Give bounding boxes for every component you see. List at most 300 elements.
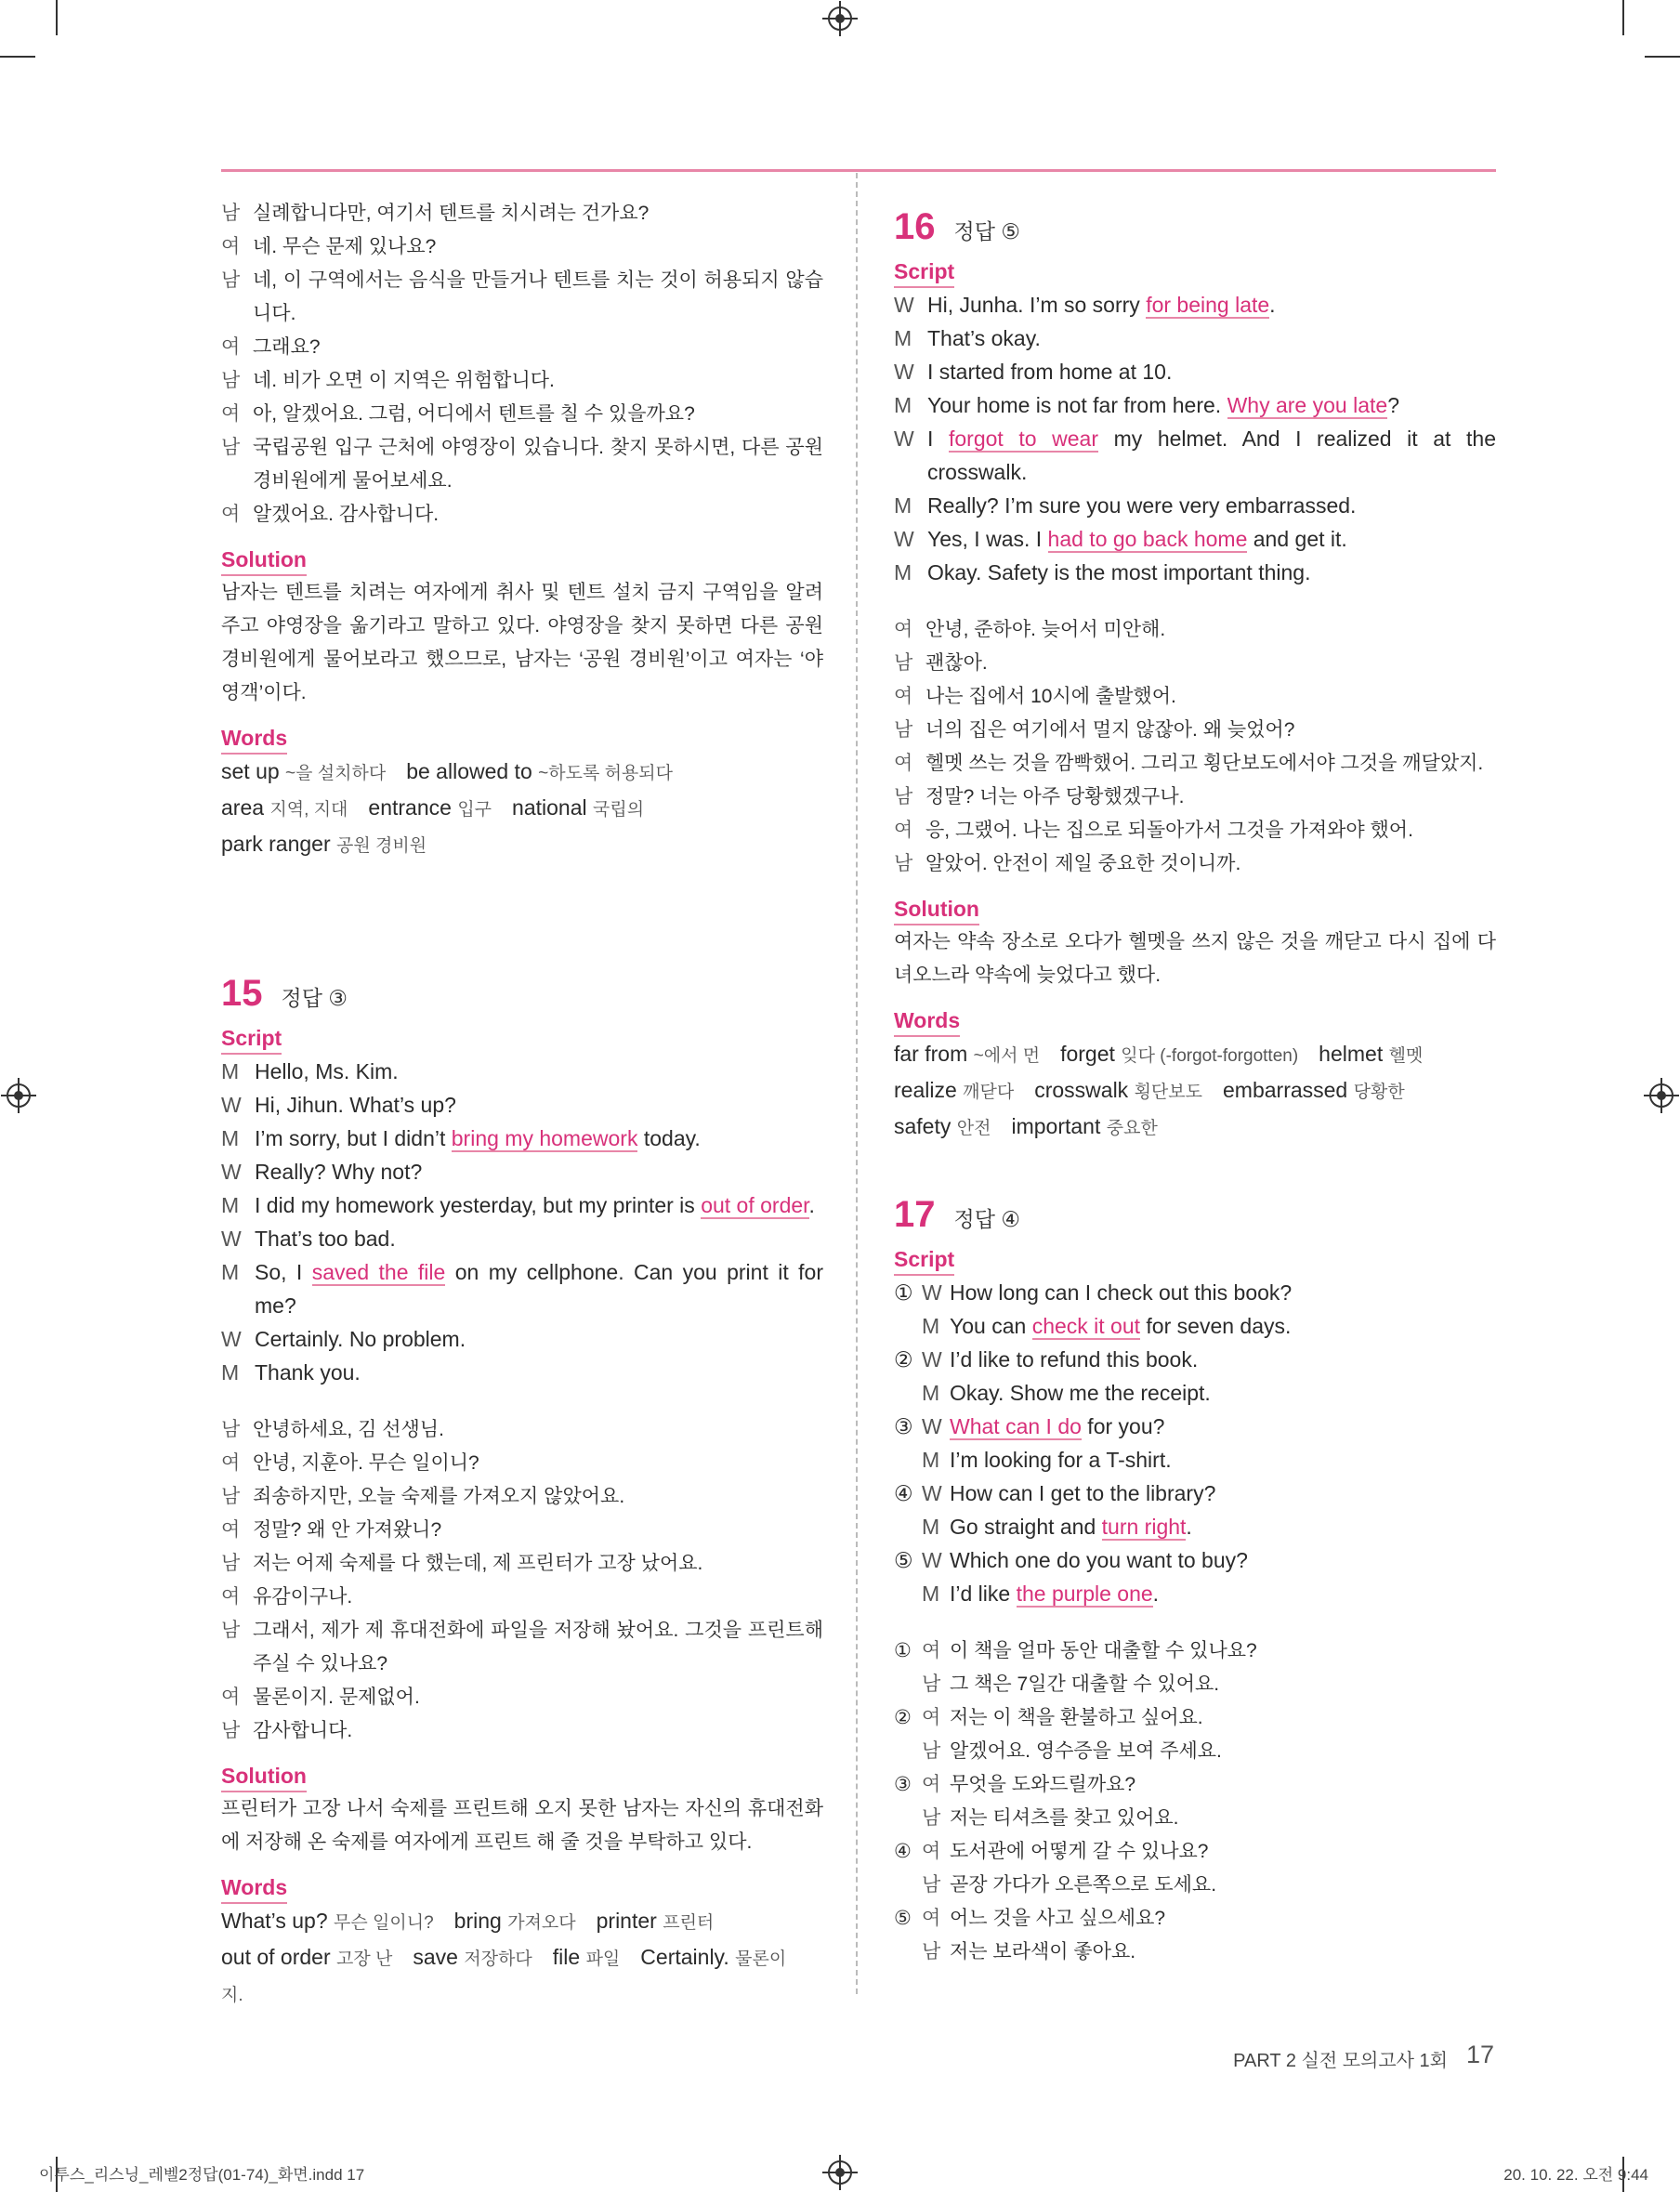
script-line-text [255,1188,823,1222]
highlighted-phrase: What can I do [950,1414,1082,1438]
script-text: I’d like to refund this book. [950,1347,1199,1372]
dialogue-line [221,1480,823,1514]
word-en: printer [596,1909,663,1933]
solution-text: 여자는 약속 장소로 오다가 헬멧을 쓰지 않은 것을 깨닫고 다시 집에 다녀오느라 약속에 늦었다고 했다. [894,931,1496,986]
dialogue-line [894,1634,1496,1668]
option-number [894,1376,922,1410]
script-text: Thank you. [255,1360,361,1385]
speaker-label: 여 [221,336,241,358]
dialogue-line [221,1681,823,1714]
script-line [894,556,1496,589]
script-text: my helmet. And I realized it at the crosswalk. [927,427,1496,484]
speaker-label: W [221,1093,242,1117]
speaker-label: M [922,1381,940,1405]
script-text: That’s too bad. [255,1227,396,1251]
dialogue-line [221,264,823,331]
words-row [221,755,823,791]
dialogue-text: 그래요? [253,336,321,358]
solution-label: Solution [221,1761,307,1792]
script-line [894,1410,1496,1443]
word-ko: ~하도록 허용되다 [538,764,673,783]
speaker-label: M [221,1126,240,1150]
highlighted-phrase: bring my homework [451,1126,638,1150]
speaker-label: 남 [894,853,913,874]
footer-file-name: 이투스_리스닝_레벨2정답(01-74)_화면.indd 17 [39,2166,365,2184]
option-number: ④ [894,1481,913,1505]
dialogue-line [894,1768,1496,1802]
speaker-label: 남 [894,786,913,807]
speaker-label: 남 [922,1941,941,1962]
speaker-label: 여 [922,1640,941,1661]
option-number: ② [894,1347,913,1372]
word-en: Certainly. [640,1945,736,1969]
word-en: file [552,1945,586,1969]
dialogue-line [221,1581,823,1614]
dialogue-line [221,364,823,398]
dialogue-text: 정말? 너는 아주 당황했겠구나. [925,786,1185,807]
word-en: What’s up? [221,1909,335,1933]
word-en: safety [894,1114,957,1138]
option-number: ③ [894,1774,912,1795]
crop-mark [56,0,58,35]
highlighted-phrase: check it out [1031,1314,1141,1338]
word-ko: 횡단보도 [1134,1083,1202,1102]
word-ko: 헬멧 [1388,1046,1424,1066]
dialogue-line [894,1802,1496,1835]
word-en: entrance [368,795,458,820]
script-text: I’m sorry, but I didn’t [255,1126,452,1150]
dialogue-text: 그 책은 7일간 대출할 수 있어요. [950,1674,1220,1695]
option-number [894,1577,922,1610]
right-column [894,201,1496,1969]
q16-script [894,288,1496,589]
dialogue-text: 네, 이 구역에서는 음식을 만들거나 텐트를 치는 것이 허용되지 않습니다. [253,269,823,324]
speaker-label: W [922,1481,942,1505]
script-line [221,1155,823,1188]
word-ko: 고장 난 [336,1949,393,1969]
script-text: Hi, Jihun. What’s up? [255,1093,456,1117]
dialogue-text: 감사합니다. [253,1720,353,1741]
dialogue-line [894,1701,1496,1735]
words-label: Words [894,1005,960,1037]
script-line-text [950,1343,1496,1376]
words-list [221,1904,823,2013]
dialogue-line [221,1614,823,1681]
script-line-text [255,1122,823,1155]
word-ko: 무슨 일이니? [334,1913,434,1933]
word-ko: 당황한 [1353,1083,1405,1102]
speaker-label: W [221,1227,242,1251]
dialogue-text: 곧장 가다가 오른쪽으로 도세요. [950,1874,1217,1896]
script-line [221,1088,823,1122]
word-en: bring [453,1909,508,1933]
speaker-label: 여 [221,403,241,425]
speaker-label: 여 [221,1452,241,1474]
script-line [894,1343,1496,1376]
words-row [221,827,823,863]
script-line-text [255,1222,823,1255]
script-text: Hi, Junha. I’m so sorry [927,293,1147,317]
script-line-text [255,1155,823,1188]
script-line [221,1055,823,1088]
dialogue-text: 아, 알겠어요. 그럼, 어디에서 텐트를 칠 수 있을까요? [253,403,695,425]
script-text: . [1152,1582,1160,1606]
script-line [894,355,1496,388]
dialogue-line [221,431,823,498]
script-line [894,489,1496,522]
speaker-label: 여 [894,686,913,707]
dialogue-line [221,1413,823,1447]
words-row [221,1940,823,2013]
dialogue-text: 죄송하지만, 오늘 숙제를 가져오지 않았어요. [253,1486,625,1507]
footer-date: 20. 10. 22. 오전 9:44 [1503,2166,1648,2184]
script-line-text [927,322,1496,355]
script-line-text [950,1276,1496,1309]
script-line-text [927,355,1496,388]
question-number: 15 [221,973,263,1014]
script-line [894,1477,1496,1510]
speaker-label: M [894,560,912,584]
dialogue-text: 물론이지. 문제없어. [253,1687,420,1708]
option-number [894,1309,922,1343]
script-line [894,1510,1496,1543]
script-line [894,322,1496,355]
answer-label: 정답 ③ [281,986,348,1010]
script-line [894,388,1496,422]
speaker-label: 남 [221,437,241,458]
dialogue-line [894,781,1496,814]
script-line-text [255,1356,823,1389]
speaker-label: 여 [894,820,913,841]
registration-mark-icon [7,1083,31,1108]
option-number [894,1668,922,1701]
option-number [894,1936,922,1969]
speaker-label: 여 [894,619,913,640]
script-line-text [950,1376,1496,1410]
script-text: . [1269,293,1276,317]
script-line [221,1188,823,1222]
question-17-header [894,1188,1496,1240]
dialogue-line [894,1668,1496,1701]
dialogue-line [894,1902,1496,1936]
option-number [894,1869,922,1902]
script-line [894,1543,1496,1577]
script-label: Script [221,1023,282,1055]
script-text: Okay. Show me the receipt. [950,1381,1211,1405]
script-line-text [927,489,1496,522]
script-text: for you? [1081,1414,1165,1438]
footer-part-label: PART 2 실전 모의고사 1회 [1233,2051,1448,2071]
dialogue-text: 안녕하세요, 김 선생님. [253,1419,444,1440]
speaker-label: 남 [922,1874,941,1896]
speaker-label: 여 [221,1586,241,1608]
script-line [894,1309,1496,1343]
speaker-label: 남 [221,1620,241,1641]
script-text: ? [1387,393,1399,417]
dialogue-text: 알았어. 안전이 제일 중요한 것이니까. [925,853,1241,874]
speaker-label: M [221,1059,240,1083]
speaker-label: W [922,1347,942,1372]
script-line-text [950,1477,1496,1510]
highlighted-phrase: forgot to wear [948,427,1098,451]
dialogue-text: 정말? 왜 안 가져왔니? [253,1519,442,1541]
dialogue-line [894,1835,1496,1869]
speaker-label: M [894,326,912,350]
q16-korean-dialogue [894,613,1496,881]
word-en: crosswalk [1034,1078,1135,1102]
script-text: Okay. Safety is the most important thing. [927,560,1311,584]
dialogue-text: 저는 이 책을 환불하고 싶어요. [950,1707,1203,1728]
word-ko: 잊다 (-forgot-forgotten) [1121,1046,1299,1066]
speaker-label: 여 [922,1908,941,1929]
dialogue-text: 안녕, 준하야. 늦어서 미안해. [925,619,1166,640]
word-en: area [221,795,270,820]
script-line-text [927,388,1496,422]
script-text: So, I [255,1260,312,1284]
script-line-text [927,556,1496,589]
word-ko: 프린터 [663,1913,715,1933]
dialogue-line [221,230,823,264]
highlighted-phrase: turn right [1101,1515,1187,1539]
speaker-label: W [894,527,914,551]
script-text: How long can I check out this book? [950,1280,1293,1305]
speaker-label: 남 [221,370,241,391]
words-label: Words [221,723,287,755]
answer-label: 정답 ⑤ [953,219,1020,243]
dialogue-line [894,647,1496,680]
speaker-label: 남 [922,1740,941,1762]
option-number: ① [894,1640,912,1661]
script-line-text [255,1322,823,1356]
word-ko: 안전 [956,1119,991,1138]
script-text: I started from home at 10. [927,360,1173,384]
script-line-text [950,1543,1496,1577]
script-line-text [255,1088,823,1122]
script-line [894,1577,1496,1610]
script-line-text [950,1443,1496,1477]
solution-label: Solution [894,894,979,925]
option-number: ⑤ [894,1908,912,1929]
question-15-header [221,967,823,1019]
word-en: important [1011,1114,1107,1138]
script-text: . [1186,1515,1192,1539]
speaker-label: W [922,1548,942,1572]
word-ko: 중요한 [1106,1119,1158,1138]
dialogue-line [894,613,1496,647]
dialogue-line [221,331,823,364]
speaker-label: W [894,360,914,384]
q14-korean-dialogue [221,197,823,532]
q17-script [894,1276,1496,1610]
word-en: be allowed to [406,759,539,783]
speaker-label: M [922,1582,940,1606]
speaker-label: 남 [221,203,241,224]
dialogue-text: 헬멧 쓰는 것을 깜빡했어. 그리고 횡단보도에서야 그것을 깨달았지. [925,753,1484,774]
word-en: far from [894,1042,974,1066]
word-en: embarrassed [1223,1078,1354,1102]
left-column [221,197,823,2013]
dialogue-line [221,398,823,431]
dialogue-text: 네. 무슨 문제 있나요? [253,236,437,257]
dialogue-line [894,1735,1496,1768]
word-en: park ranger [221,832,337,856]
dialogue-text: 실례합니다만, 여기서 텐트를 치시려는 건가요? [253,203,650,224]
crop-mark [0,56,35,58]
script-line [221,1122,823,1155]
answer-label: 정답 ④ [953,1207,1020,1231]
page-number: 17 [1465,2041,1494,2068]
option-number: ④ [894,1841,912,1862]
speaker-label: W [894,427,914,451]
script-text: today. [637,1126,701,1150]
q17-korean-dialogue [894,1634,1496,1969]
speaker-label: 여 [221,1687,241,1708]
dialogue-line [894,814,1496,847]
script-text: You can [950,1314,1032,1338]
word-ko: 저장하다 [464,1949,532,1969]
crop-mark [1622,0,1624,35]
speaker-label: 남 [894,719,913,741]
speaker-label: M [922,1314,940,1338]
option-number: ② [894,1707,912,1728]
speaker-label: 남 [922,1807,941,1829]
script-line-text [927,288,1496,322]
script-line [894,1443,1496,1477]
option-number [894,1510,922,1543]
dialogue-text: 어느 것을 사고 싶으세요? [950,1908,1166,1929]
option-number [894,1443,922,1477]
speaker-label: M [894,493,912,518]
script-text: How can I get to the library? [950,1481,1216,1505]
word-en: set up [221,759,286,783]
word-en: helmet [1319,1042,1389,1066]
script-line [894,1276,1496,1309]
word-ko: 파일 [585,1949,621,1969]
script-line-text [950,1510,1496,1543]
highlighted-phrase: had to go back home [1047,527,1248,551]
speaker-label: M [922,1515,940,1539]
script-line-text [950,1410,1496,1443]
words-list [221,755,823,863]
column-divider [856,173,858,1994]
question-number: 17 [894,1194,936,1235]
dialogue-text: 그래서, 제가 제 휴대전화에 파일을 저장해 놨어요. 그것을 프린트해 주실 수 있나요? [253,1620,823,1674]
speaker-label: 여 [922,1774,941,1795]
highlighted-phrase: out of order [701,1193,809,1217]
dialogue-line [894,680,1496,714]
solution-label: Solution [221,545,307,576]
script-text: That’s okay. [927,326,1041,350]
highlighted-phrase: Why are you late [1227,393,1388,417]
script-text: Really? I’m sure you were very embarrassed. [927,493,1357,518]
word-ko: ~에서 먼 [973,1046,1041,1066]
script-text: on my cellphone. Can you print it for me? [255,1260,823,1318]
speaker-label: 여 [221,236,241,257]
option-number [894,1735,922,1768]
dialogue-line [221,1447,823,1480]
dialogue-text: 너의 집은 여기에서 멀지 않잖아. 왜 늦었어? [925,719,1295,741]
dialogue-text: 국립공원 입구 근처에 야영장이 있습니다. 찾지 못하시면, 다른 공원 경비원에게 물어보세요. [253,437,823,492]
script-label: Script [894,256,954,288]
script-line [221,1356,823,1389]
option-number: ③ [894,1414,913,1438]
header-rule [221,169,1496,172]
speaker-label: 여 [894,753,913,774]
script-text: . [808,1193,815,1217]
words-row [894,1073,1496,1109]
dialogue-line [894,847,1496,881]
script-line-text [950,1309,1496,1343]
speaker-label: 여 [221,1519,241,1541]
word-ko: 깨닫다 [963,1083,1015,1102]
script-line-text [927,422,1496,489]
word-en: save [413,1945,465,1969]
question-number: 16 [894,206,936,247]
speaker-label: 남 [894,652,913,674]
word-en: out of order [221,1945,337,1969]
speaker-label: W [922,1280,942,1305]
script-line [894,422,1496,489]
highlighted-phrase: saved the file [311,1260,446,1284]
speaker-label: 여 [922,1841,941,1862]
script-text: Yes, I was. I [927,527,1048,551]
dialogue-line [894,747,1496,781]
dialogue-line [221,1547,823,1581]
registration-mark-icon [828,7,852,31]
dialogue-line [894,714,1496,747]
dialogue-text: 안녕, 지훈아. 무슨 일이니? [253,1452,479,1474]
dialogue-text: 유감이구나. [253,1586,353,1608]
dialogue-text: 이 책을 얼마 동안 대출할 수 있나요? [950,1640,1257,1661]
q15-korean-dialogue [221,1413,823,1748]
question-16-header [894,201,1496,253]
script-text: Which one do you want to buy? [950,1548,1248,1572]
word-ko: 물론이지. [221,1949,787,2005]
word-ko: 국립의 [593,800,645,820]
dialogue-text: 네. 비가 오면 이 지역은 위험합니다. [253,370,555,391]
script-line [221,1222,823,1255]
crop-mark [1645,56,1680,58]
script-text: Your home is not far from here. [927,393,1227,417]
registration-mark-icon [828,2160,852,2185]
dialogue-line [221,1714,823,1748]
script-text: and get it. [1247,527,1347,551]
speaker-label: 남 [221,1553,241,1574]
word-ko: 지역, 지대 [269,800,348,820]
dialogue-text: 도서관에 어떻게 갈 수 있나요? [950,1841,1209,1862]
speaker-label: M [894,393,912,417]
speaker-label: W [922,1414,942,1438]
speaker-label: 여 [922,1707,941,1728]
solution-text: 남자는 텐트를 치려는 여자에게 취사 및 텐트 설치 금지 구역임을 알려 주고 야영장을 옮기라고 말하고 있다. 야영장을 찾지 못하면 다른 공원 경비원에게 물어보라고 했으므로, 남자는 ‘공원 경비원’이고 여자는 ‘야영객’이다. [221,582,823,703]
dialogue-line [221,197,823,230]
words-label: Words [221,1872,287,1904]
script-label: Script [894,1244,954,1276]
script-line-text [927,522,1496,556]
word-ko: 가져오다 [507,1913,576,1933]
speaker-label: 남 [221,1720,241,1741]
words-row [221,791,823,827]
word-ko: 공원 경비원 [336,836,427,856]
script-line [894,1376,1496,1410]
dialogue-text: 알겠어요. 영수증을 보여 주세요. [950,1740,1222,1762]
dialogue-text: 저는 티셔츠를 찾고 있어요. [950,1807,1179,1829]
script-line [221,1255,823,1322]
script-text: I [927,427,949,451]
words-row [894,1037,1496,1073]
dialogue-text: 괜찮아. [925,652,988,674]
speaker-label: 남 [221,1486,241,1507]
